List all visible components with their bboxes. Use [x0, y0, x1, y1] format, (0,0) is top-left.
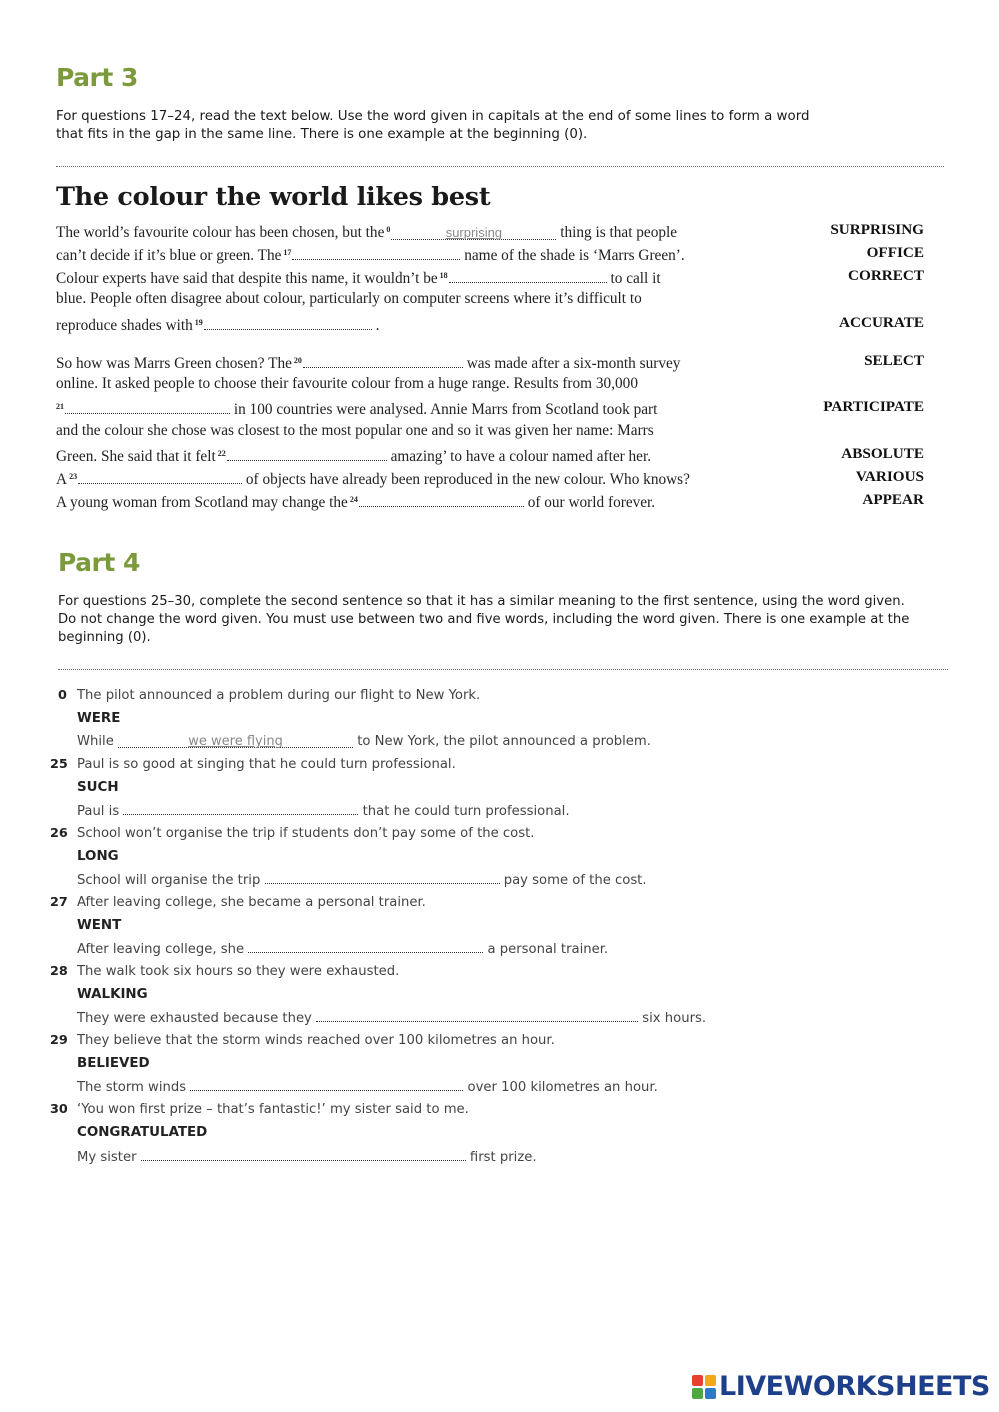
- first-sentence: The walk took six hours so they were exhausted.: [77, 964, 400, 979]
- first-sentence: Paul is so good at singing that he could turn professional.: [77, 757, 456, 772]
- keyword: SELECT: [864, 352, 924, 369]
- sentence-end: over 100 kilometres an hour.: [467, 1080, 658, 1095]
- keyword: SURPRISING: [830, 221, 924, 238]
- keyword: ABSOLUTE: [841, 445, 924, 462]
- second-sentence: [77, 802, 570, 820]
- gap-number: 20: [293, 356, 302, 365]
- keyword: CORRECT: [848, 267, 924, 284]
- part4-divider: [58, 669, 948, 670]
- sentence-start: They were exhausted because they: [77, 1011, 312, 1026]
- text: Colour experts have said that despite this name, it wouldn’t be: [56, 270, 438, 287]
- part4-title: Part 4: [58, 548, 140, 577]
- sentence-start: The storm winds: [77, 1080, 187, 1095]
- first-sentence: ‘You won first prize – that’s fantastic!’ my sister said to me.: [77, 1102, 469, 1117]
- part3-title: Part 3: [56, 63, 138, 92]
- answer-gap-23[interactable]: [78, 470, 242, 484]
- gap-number: 22: [217, 449, 226, 458]
- text: amazing’ to have a colour named after her.: [390, 448, 652, 465]
- text: reproduce shades with: [56, 317, 193, 334]
- second-sentence: [77, 871, 647, 889]
- part4-instruction-line: Do not change the word given. You must use between two and five words, including the word given. There is one example at the: [58, 612, 910, 627]
- sentence-start: While: [77, 734, 114, 749]
- first-sentence: The pilot announced a problem during our flight to New York.: [77, 688, 481, 703]
- first-sentence: School won’t organise the trip if students don’t pay some of the cost.: [77, 826, 535, 841]
- text-line-9: and the colour she chose was closest to the most popular one and so it was given her name: Marrs: [56, 422, 654, 439]
- gap-number: 17: [283, 248, 292, 257]
- question-number: 28: [50, 964, 68, 979]
- answer-gap-27[interactable]: [248, 940, 483, 953]
- sentence-start: School will organise the trip: [77, 873, 261, 888]
- text: thing is that people: [560, 224, 678, 241]
- keyword: APPEAR: [862, 491, 924, 508]
- keyword: VARIOUS: [855, 468, 924, 485]
- text-line-4: blue. People often disagree about colour, particularly on computer screens where it’s difficult to: [56, 290, 642, 307]
- second-sentence: [77, 940, 608, 958]
- key-word: WALKING: [77, 987, 148, 1002]
- key-word: LONG: [77, 849, 119, 864]
- text-line-7: online. It asked people to choose their favourite colour from a huge range. Results from 30,000: [56, 375, 638, 392]
- key-word: BELIEVED: [77, 1056, 150, 1071]
- logo-square: [705, 1375, 716, 1386]
- second-sentence: [77, 1078, 658, 1096]
- part4-instruction-line: beginning (0).: [58, 630, 151, 645]
- text-line-3: [56, 267, 661, 288]
- text-line-11: [56, 468, 690, 489]
- sentence-end: that he could turn professional.: [362, 804, 570, 819]
- example-answer-0: surprising: [391, 226, 556, 240]
- answer-gap-18[interactable]: [449, 269, 607, 283]
- liveworksheets-icon: [691, 1374, 717, 1400]
- sentence-end: a personal trainer.: [487, 942, 609, 957]
- sentence-end: to New York, the pilot announced a problem.: [357, 734, 651, 749]
- gap-number: 18: [439, 271, 448, 280]
- question-number: 25: [50, 757, 68, 772]
- text: name of the shade is ‘Marrs Green’.: [464, 247, 685, 264]
- first-sentence: After leaving college, she became a personal trainer.: [77, 895, 426, 910]
- part3-instructions: [56, 108, 809, 144]
- keyword: ACCURATE: [839, 314, 924, 331]
- answer-gap-28[interactable]: [316, 1009, 638, 1022]
- text: The world’s favourite colour has been chosen, but the: [56, 224, 385, 241]
- text-line-8: [54, 398, 657, 419]
- text-line-12: [56, 491, 655, 512]
- brand-name: LIVEWORKSHEETS: [719, 1371, 990, 1402]
- sentence-end: pay some of the cost.: [503, 873, 647, 888]
- question-number: 27: [50, 895, 68, 910]
- text: of objects have already been reproduced in the new colour. Who knows?: [245, 471, 690, 488]
- gap-number: 23: [69, 472, 78, 481]
- part3-instruction-line: that fits in the gap in the same line. There is one example at the beginning (0).: [56, 127, 588, 142]
- key-word: WERE: [77, 711, 121, 726]
- example-answer: we were flying: [118, 735, 353, 748]
- answer-gap-21[interactable]: [65, 400, 230, 414]
- text: to call it: [610, 270, 661, 287]
- text-line-2: [56, 244, 685, 265]
- logo-square: [705, 1388, 716, 1399]
- text: was made after a six-month survey: [466, 355, 681, 372]
- gap-number: 19: [194, 318, 203, 327]
- question-number: 0: [58, 688, 67, 703]
- sentence-end: first prize.: [469, 1150, 537, 1165]
- text: A: [56, 471, 68, 488]
- key-word: CONGRATULATED: [77, 1125, 208, 1140]
- sentence-start: After leaving college, she: [77, 942, 245, 957]
- keyword: PARTICIPATE: [823, 398, 924, 415]
- sentence-start: My sister: [77, 1150, 137, 1165]
- text: .: [375, 317, 380, 334]
- gap-number: 0: [386, 225, 391, 234]
- text: A young woman from Scotland may change the: [56, 494, 348, 511]
- text-line-1: [56, 221, 677, 242]
- key-word: WENT: [77, 918, 122, 933]
- question-number: 29: [50, 1033, 68, 1048]
- liveworksheets-logo: [691, 1372, 990, 1402]
- gap-number: 24: [349, 495, 358, 504]
- part4-instructions: [58, 593, 958, 647]
- part3-instruction-line: For questions 17–24, read the text below. Use the word given in capitals at the end of some lines to form a word: [56, 109, 810, 124]
- text: of our world forever.: [527, 494, 656, 511]
- key-word: SUCH: [77, 780, 119, 795]
- answer-gap-29[interactable]: [190, 1078, 463, 1091]
- first-sentence: They believe that the storm winds reached over 100 kilometres an hour.: [77, 1033, 555, 1048]
- answer-gap-25[interactable]: [123, 802, 358, 815]
- text-line-6: [56, 352, 680, 373]
- part4-instruction-line: For questions 25–30, complete the second sentence so that it has a similar meaning to the first sentence, using the word given.: [58, 594, 905, 609]
- part3-divider: [56, 166, 944, 167]
- gap-number: 21: [56, 402, 64, 411]
- keyword: OFFICE: [866, 244, 924, 261]
- text: So how was Marrs Green chosen? The: [56, 355, 292, 372]
- answer-gap-17[interactable]: [292, 246, 460, 260]
- text-line-5: [56, 314, 379, 335]
- text: can’t decide if it’s blue or green. The: [56, 247, 282, 264]
- answer-gap-24[interactable]: [359, 493, 524, 507]
- answer-gap-19[interactable]: [204, 316, 372, 330]
- question-number: 30: [50, 1102, 68, 1117]
- story-title: The colour the world likes best: [56, 182, 491, 212]
- answer-gap-26[interactable]: [265, 871, 500, 884]
- answer-gap-20[interactable]: [303, 354, 463, 368]
- text-line-10: [56, 445, 651, 466]
- answer-gap-30[interactable]: [141, 1148, 466, 1161]
- answer-gap-22[interactable]: [227, 447, 387, 461]
- logo-square: [692, 1388, 703, 1399]
- second-sentence: [77, 1009, 706, 1027]
- text: Green. She said that it felt: [56, 448, 216, 465]
- second-sentence: [77, 733, 651, 750]
- sentence-end: six hours.: [642, 1011, 707, 1026]
- question-number: 26: [50, 826, 68, 841]
- sentence-start: Paul is: [77, 804, 120, 819]
- logo-square: [692, 1375, 703, 1386]
- second-sentence: [77, 1148, 537, 1166]
- text: in 100 countries were analysed. Annie Marrs from Scotland took part: [233, 401, 658, 418]
